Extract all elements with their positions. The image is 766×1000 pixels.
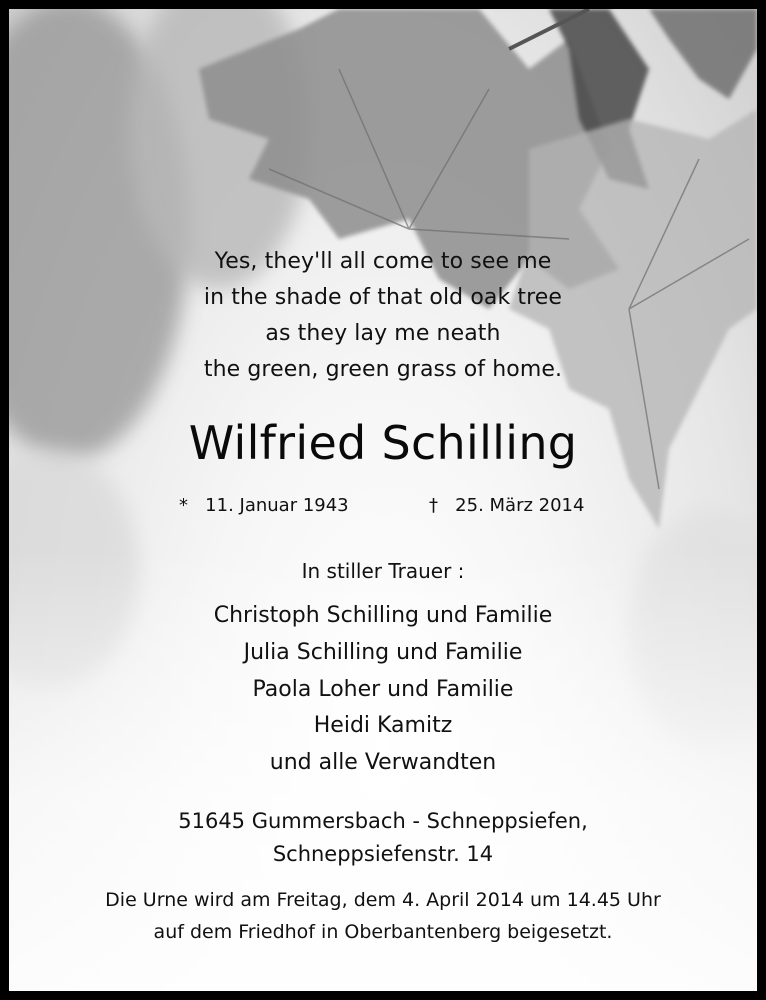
poem-line-3: as they lay me neath bbox=[265, 321, 501, 346]
mourning-line: In stiller Trauer : bbox=[301, 559, 465, 583]
birth-date bbox=[179, 495, 349, 516]
burial-line-1: Die Urne wird am Freitag, dem 4. April 2014 um 14.45 Uhr bbox=[105, 889, 661, 911]
poem-line-2: in the shade of that old oak tree bbox=[203, 285, 563, 310]
address-line-1: 51645 Gummersbach - Schneppsiefen, bbox=[178, 809, 588, 833]
death-date bbox=[429, 495, 584, 516]
address-line-2: Schneppsiefenstr. 14 bbox=[272, 842, 494, 866]
death-date-value: 25. März 2014 bbox=[455, 495, 585, 516]
family-line-1: Christoph Schilling und Familie bbox=[213, 603, 553, 628]
poem-line-1: Yes, they'll all come to see me bbox=[214, 249, 552, 274]
birth-symbol: * bbox=[179, 495, 188, 516]
family-line-2: Julia Schilling und Familie bbox=[243, 640, 523, 665]
obituary-content bbox=[9, 9, 757, 991]
family-line-4: Heidi Kamitz bbox=[313, 713, 453, 738]
birth-date-value: 11. Januar 1943 bbox=[205, 495, 349, 516]
family-line-3: Paola Loher und Familie bbox=[252, 677, 514, 702]
deceased-name: Wilfried Schilling bbox=[188, 416, 578, 470]
burial-line-2: auf dem Friedhof in Oberbantenberg beigesetzt. bbox=[153, 921, 613, 943]
poem-line-4: the green, green grass of home. bbox=[203, 357, 563, 382]
death-symbol: † bbox=[429, 495, 438, 516]
family-line-5: und alle Verwandten bbox=[269, 750, 497, 775]
